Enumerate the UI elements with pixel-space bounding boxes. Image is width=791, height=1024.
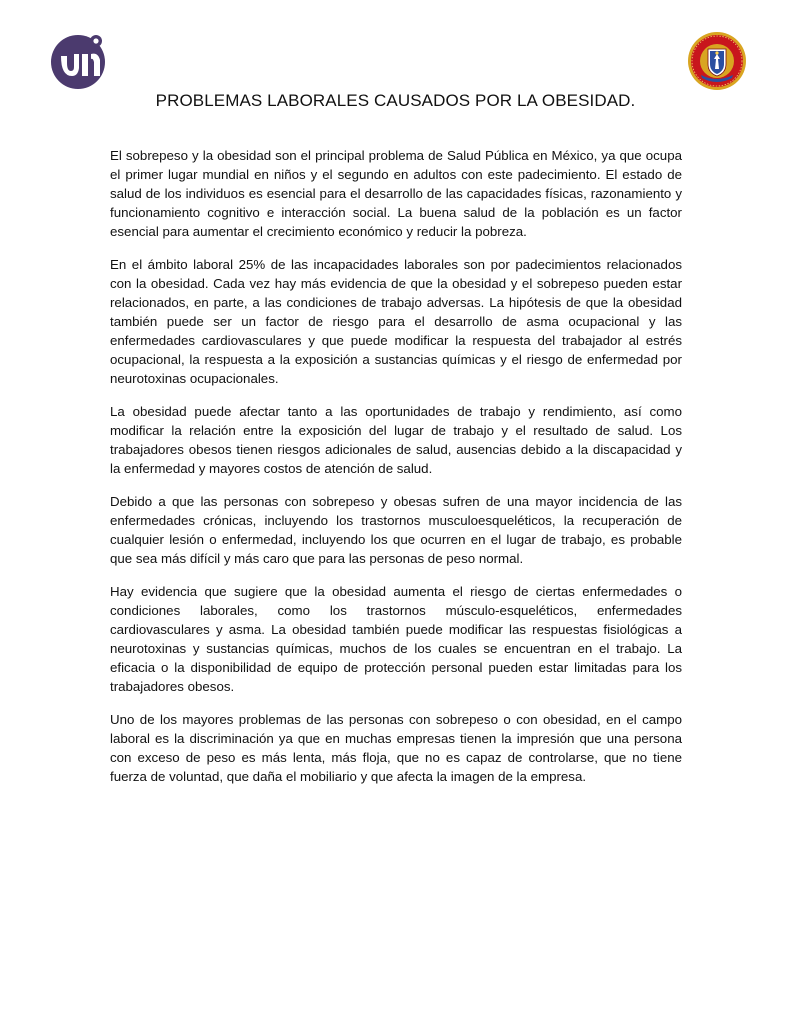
document-body (110, 146, 682, 800)
paragraph-1: El sobrepeso y la obesidad son el principal problema de Salud Pública en México, ya que ocupa el primer lugar mundial en niños y el segundo en adultos con este padecimiento. El estado de salud de los individuos es esencial para el desarrollo de las capacidades físicas, razonamiento y funcionamiento cognitivo e interacción social. La buena salud de la población es un factor esencial para aumentar el crecimiento económico y reducir la pobreza. (110, 148, 682, 239)
paragraph-4: Debido a que las personas con sobrepeso y obesas sufren de una mayor incidencia de las enfermedades crónicas, incluyendo los trastornos musculoesqueléticos, la recuperación de cualquier lesión o enfermedad, incluyendo los que ocurren en el lugar de trabajo, es probable que sea más difícil y más caro que para las personas de peso normal. (110, 494, 682, 566)
paragraph-6: Uno de los mayores problemas de las personas con sobrepeso o con obesidad, en el campo laboral es la discriminación ya que en muchas empresas tienen la impresión que una persona con exceso de peso es más lenta, más floja, que no es capaz de controlarse, que no tiene fuerza de voluntad, que daña el mobiliario y que afecta la imagen de la empresa. (110, 712, 682, 784)
document-title: PROBLEMAS LABORALES CAUSADOS POR LA OBESIDAD. (155, 91, 636, 110)
paragraph-2: En el ámbito laboral 25% de las incapacidades laborales son por padecimientos relacionados con la obesidad. Cada vez hay más evidencia de que la obesidad y el sobrepeso pueden estar relacionados, en parte, a las condiciones de trabajo adversas. La hipótesis de que la obesidad también puede ser un factor de riesgo para el desarrollo de asma ocupacional y las enfermedades cardiovasculares y que puede modificar la respuesta del trabajador al estrés ocupacional, la respuesta a la exposición a sustancias químicas y el riesgo de enfermedad por neurotoxinas ocupacionales. (110, 257, 682, 386)
paragraph-5: Hay evidencia que sugiere que la obesidad aumenta el riesgo de ciertas enfermedades o condiciones laborales, como los trastornos músculo-esqueléticos, enfermedades cardiovasculares y asma. La obesidad también puede modificar las respuestas fisiológicas a neurotoxinas y sustancias químicas, muchos de los cuales se encuentran en el trabajo. La eficacia o la disponibilidad de equipo de protección personal pueden estar limitadas para los trabajadores obesos. (110, 584, 682, 694)
university-logo-icon (48, 30, 112, 90)
paragraph-3: La obesidad puede afectar tanto a las oportunidades de trabajo y rendimiento, así como modificar la relación entre la exposición del lugar de trabajo y el resultado de salud. Los trabajadores obesos tienen riesgos adicionales de salud, ausencias debido a la discapacidad y la enfermedad y mayores costos de atención de salud. (110, 404, 682, 476)
institution-seal-icon (687, 31, 747, 91)
